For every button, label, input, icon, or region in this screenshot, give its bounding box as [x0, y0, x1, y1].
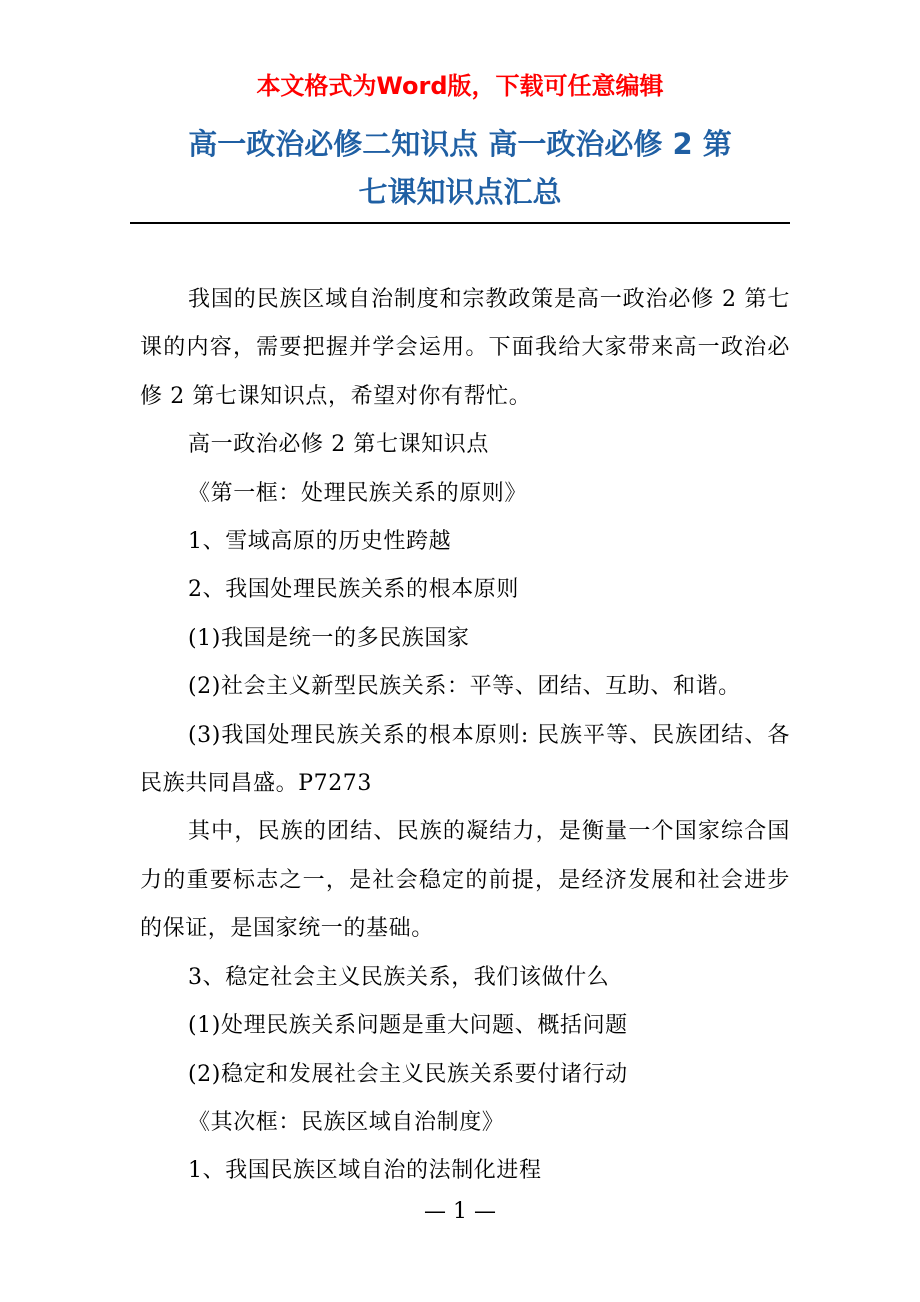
paragraph-subitem-3: (3)我国处理民族关系的根本原则: 民族平等、民族团结、各民族共同昌盛。P7273 — [140, 722, 790, 797]
format-notice: 本文格式为Word版，下载可任意编辑 — [256, 72, 664, 100]
paragraph-frame-1-title: 《第一框：处理民族关系的原则》 — [188, 480, 528, 506]
title-line-1: 高一政治必修二知识点 高一政治必修 2 第 — [188, 127, 732, 161]
paragraph-item-2: 2、我国处理民族关系的根本原则 — [188, 577, 519, 603]
page-number: — 1 — — [424, 1199, 496, 1224]
paragraph-subitem-5: (2)稳定和发展社会主义民族关系要付诸行动 — [188, 1061, 628, 1087]
paragraph-subitem-1: (1)我国是统一的多民族国家 — [188, 625, 470, 651]
paragraph-subitem-4: (1)处理民族关系问题是重大问题、概括问题 — [188, 1013, 628, 1039]
paragraph-item-3: 3、稳定社会主义民族关系，我们该做什么 — [188, 964, 610, 990]
paragraph-frame-2-title: 《其次框：民族区域自治制度》 — [188, 1109, 505, 1135]
paragraph-item-4: 1、我国民族区域自治的法制化进程 — [188, 1158, 542, 1184]
paragraph-subitem-2: (2)社会主义新型民族关系：平等、团结、互助、和谐。 — [188, 674, 741, 700]
title-divider — [130, 222, 790, 224]
document-title — [130, 120, 790, 216]
paragraph-section-heading: 高一政治必修 2 第七课知识点 — [188, 432, 489, 458]
paragraph-explanation: 其中，民族的团结、民族的凝结力，是衡量一个国家综合国力的重要标志之一，是社会稳定的前提，是经济发展和社会进步的保证，是国家统一的基础。 — [140, 819, 790, 942]
title-line-2: 七课知识点汇总 — [358, 175, 562, 209]
paragraph-intro: 我国的民族区域自治制度和宗教政策是高一政治必修 2 第七课的内容，需要把握并学会运用。下面我给大家带来高一政治必修 2 第七课知识点，希望对你有帮忙。 — [140, 287, 790, 409]
paragraph-item-1: 1、雪域高原的历史性跨越 — [188, 529, 452, 555]
document-body — [140, 276, 790, 1196]
